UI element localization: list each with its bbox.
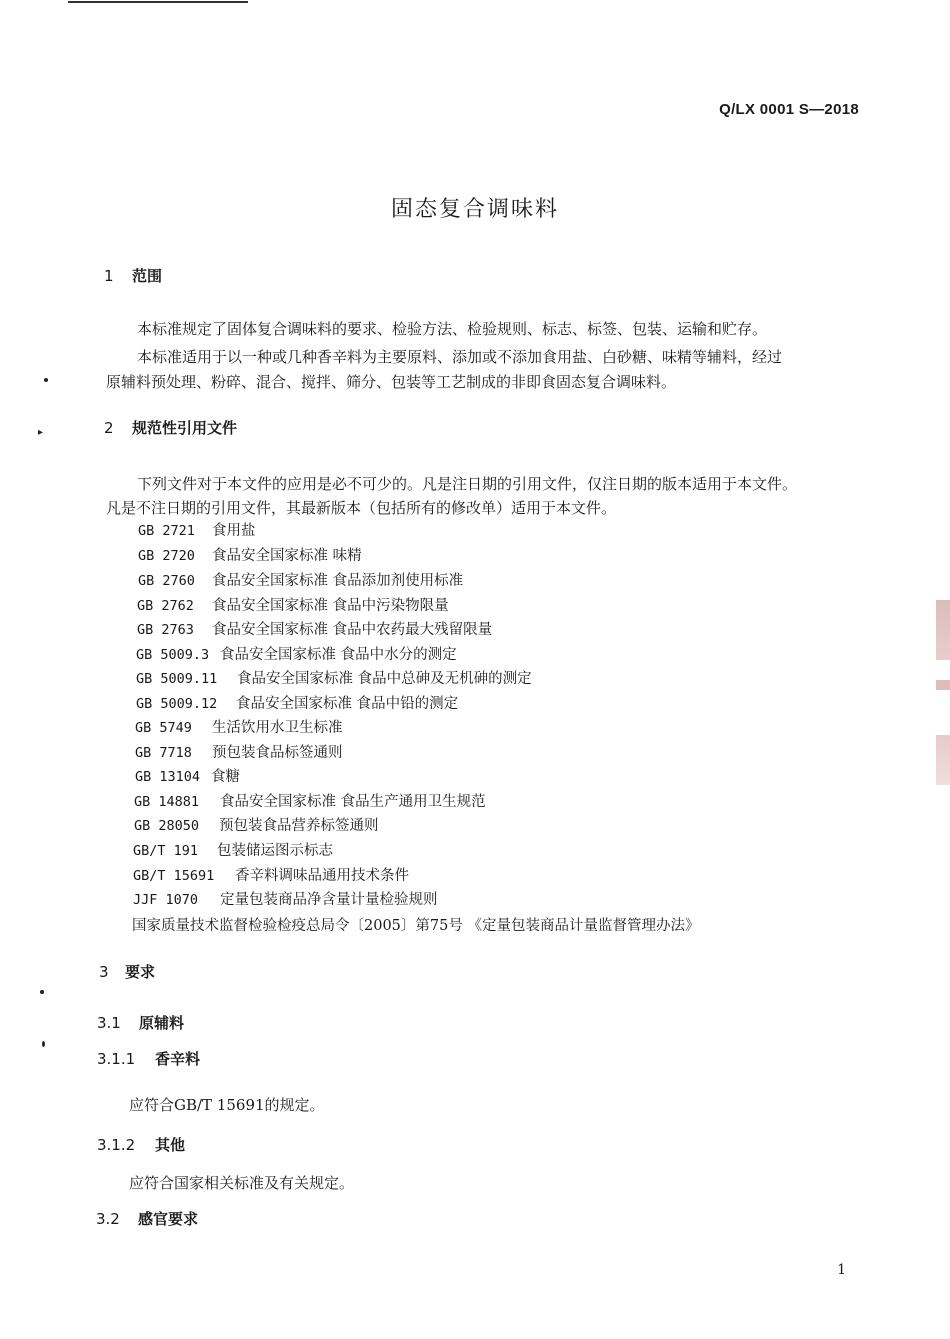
- section-number: 3.1.2: [97, 1136, 136, 1154]
- reference-item: GB 2721 食用盐: [138, 523, 256, 539]
- reference-item: GB 5009.3 食品安全国家标准 食品中水分的测定: [136, 647, 457, 663]
- scan-speck: [40, 990, 44, 994]
- section-number: 3.1.1: [97, 1050, 136, 1068]
- section-2-heading: [104, 417, 237, 438]
- reference-item: GB 7718 预包装食品标签通则: [135, 745, 343, 761]
- paragraph: 原辅料预处理、粉碎、混合、搅拌、筛分、包装等工艺制成的非即食固态复合调味料。: [106, 373, 677, 391]
- section-title: 要求: [125, 963, 156, 981]
- reference-item: GB 2720 食品安全国家标准 味精: [138, 548, 362, 564]
- document-title: 固态复合调味料: [390, 197, 559, 222]
- section-number: 3.1: [97, 1014, 121, 1032]
- reference-item: JJF 1070 定量包装商品净含量计量检验规则: [133, 892, 438, 908]
- section-title: 香辛料: [155, 1050, 201, 1068]
- scan-speck: [44, 378, 48, 382]
- subsection-3-2-heading: [96, 1208, 198, 1229]
- paragraph: 凡是不注日期的引用文件，其最新版本（包括所有的修改单）适用于本文件。: [106, 499, 617, 517]
- section-title: 范围: [132, 267, 163, 285]
- reference-item: GB 13104 食糖: [135, 769, 240, 785]
- paragraph: 应符合GB/T 15691的规定。: [129, 1096, 325, 1114]
- reference-item: GB 28050 预包装食品营养标签通则: [134, 818, 379, 834]
- reference-item: GB 2762 食品安全国家标准 食品中污染物限量: [137, 598, 449, 614]
- section-number: 2: [104, 419, 114, 437]
- paragraph: 本标准规定了固体复合调味料的要求、检验方法、检验规则、标志、标签、包装、运输和贮存。: [137, 320, 768, 338]
- reference-item: GB 14881 食品安全国家标准 食品生产通用卫生规范: [134, 794, 486, 810]
- standard-code: Q/LX 0001 S—2018: [719, 101, 859, 118]
- top-rule: [68, 1, 248, 3]
- edge-stain: [936, 600, 950, 660]
- reference-item: GB 2763 食品安全国家标准 食品中农药最大残留限量: [137, 622, 493, 638]
- subsection-3-1-2-heading: [97, 1134, 185, 1155]
- reference-item: GB/T 15691 香辛料调味品通用技术条件: [133, 868, 409, 884]
- section-title: 原辅料: [139, 1014, 185, 1032]
- subsection-3-1-heading: [97, 1012, 184, 1033]
- edge-stain: [936, 735, 950, 785]
- section-number: 3: [99, 963, 109, 981]
- reference-item: GB 5009.11 食品安全国家标准 食品中总砷及无机砷的测定: [136, 671, 532, 687]
- reference-item: GB 2760 食品安全国家标准 食品添加剂使用标准: [138, 573, 464, 589]
- section-3-heading: [99, 961, 155, 982]
- page-number: 1: [837, 1262, 846, 1278]
- section-title: 规范性引用文件: [132, 419, 238, 437]
- subsection-3-1-1-heading: [97, 1048, 200, 1069]
- section-title: 其他: [155, 1136, 186, 1154]
- reference-item: GB 5009.12 食品安全国家标准 食品中铅的测定: [136, 696, 459, 712]
- scan-speck: ▸: [38, 427, 44, 438]
- paragraph: 应符合国家相关标准及有关规定。: [129, 1174, 355, 1192]
- scan-speck: [42, 1041, 45, 1047]
- reference-item: GB 5749 生活饮用水卫生标准: [135, 720, 343, 736]
- reference-item: 国家质量技术监督检验检疫总局令〔2005〕第75号 《定量包装商品计量监督管理办法》: [132, 918, 700, 934]
- reference-item: GB/T 191 包装储运图示标志: [133, 843, 333, 859]
- edge-stain: [936, 680, 950, 690]
- section-number: 1: [104, 267, 114, 285]
- section-1-heading: [104, 265, 162, 286]
- paragraph: 本标准适用于以一种或几种香辛料为主要原料、添加或不添加食用盐、白砂糖、味精等辅料，经过: [137, 348, 783, 366]
- paragraph: 下列文件对于本文件的应用是必不可少的。凡是注日期的引用文件，仅注日期的版本适用于本文件。: [137, 475, 798, 493]
- section-number: 3.2: [96, 1210, 120, 1228]
- section-title: 感官要求: [138, 1210, 199, 1228]
